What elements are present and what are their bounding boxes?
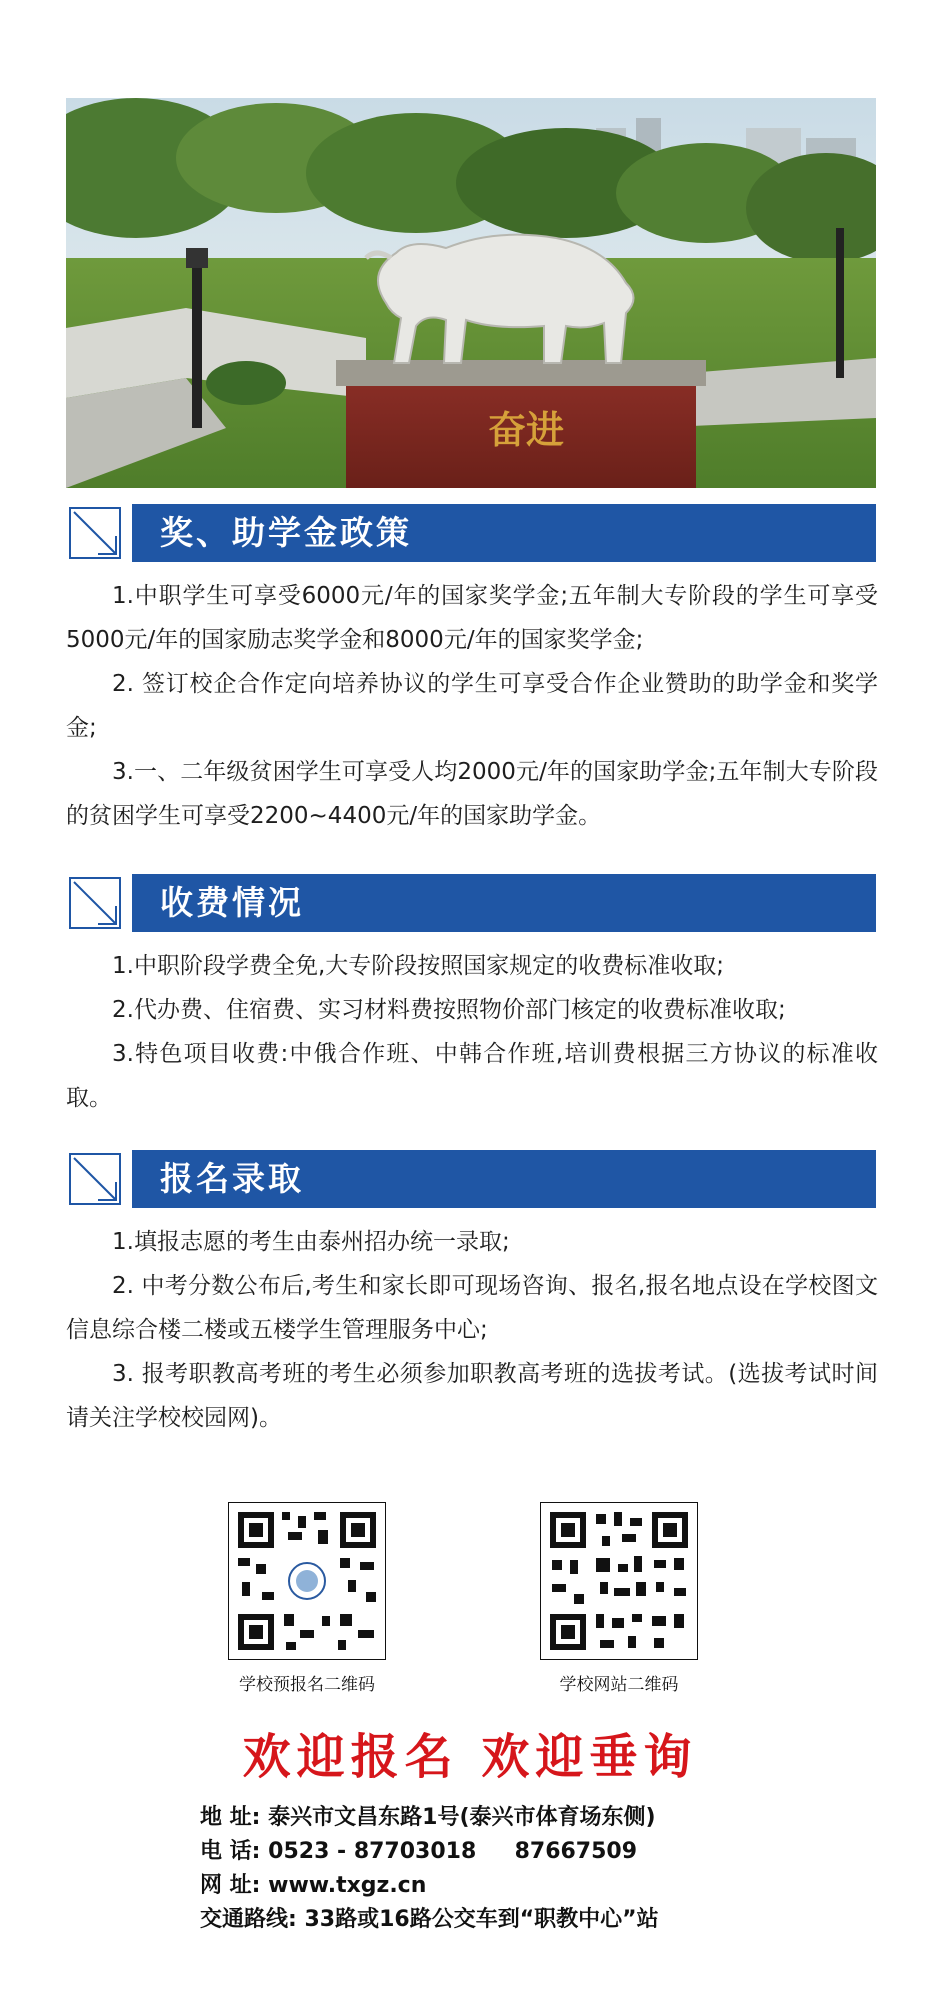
section-body-scholarship — [66, 574, 878, 838]
contact-phone — [200, 1834, 637, 1865]
paragraph: 2. 签订校企合作定向培养协议的学生可享受合作企业赞助的助学金和奖学金; — [66, 671, 878, 741]
paragraph: 3.特色项目收费:中俄合作班、中韩合作班,培训费根据三方协议的标准收取。 — [66, 1041, 878, 1111]
section-header-scholarship — [66, 504, 876, 562]
section-title: 奖、助学金政策 — [160, 513, 412, 552]
phone-label: 电 话: — [200, 1839, 261, 1864]
qr-label-website: 学校网站二维码 — [559, 1675, 679, 1695]
paragraph: 3.一、二年级贫困学生可享受人均2000元/年的国家助学金;五年制大专阶段的贫困学生可享受2200~4400元/年的国家助学金。 — [66, 759, 878, 829]
contact-website — [200, 1868, 426, 1899]
paragraph: 1.填报志愿的考生由泰州招办统一录取; — [112, 1229, 510, 1255]
route-label: 交通路线: — [200, 1907, 297, 1932]
website-qr-code[interactable] — [540, 1502, 698, 1660]
website-label: 网 址: — [200, 1873, 261, 1898]
paragraph: 1.中职学生可享受6000元/年的国家奖学金;五年制大专阶段的学生可享受5000元/年的国家励志奖学金和8000元/年的国家奖学金; — [66, 583, 878, 653]
address-value: 泰兴市文昌东路1号(泰兴市体育场东侧) — [268, 1805, 656, 1830]
website-link[interactable]: www.txgz.cn — [268, 1873, 427, 1898]
section-body-enrollment — [66, 1220, 878, 1440]
corner-arrow-icon — [66, 504, 132, 562]
phone-value: 0523 - 87703018 87667509 — [268, 1839, 638, 1864]
section-title: 收费情况 — [160, 883, 304, 922]
contact-route — [200, 1902, 659, 1933]
address-label: 地 址: — [200, 1805, 261, 1830]
paragraph: 2.代办费、住宿费、实习材料费按照物价部门核定的收费标准收取; — [112, 997, 786, 1023]
section-title: 报名录取 — [160, 1159, 304, 1198]
paragraph: 1.中职阶段学费全免,大专阶段按照国家规定的收费标准收取; — [112, 953, 725, 979]
pre-registration-qr-code[interactable] — [228, 1502, 386, 1660]
section-header-enrollment — [66, 1150, 876, 1208]
section-header-fees — [66, 874, 876, 932]
qr-label-pre-registration: 学校预报名二维码 — [239, 1675, 375, 1695]
campus-photo — [66, 98, 876, 488]
paragraph: 3. 报考职教高考班的考生必须参加职教高考班的选拔考试。(选拔考试时间请关注学校校园网)。 — [66, 1361, 878, 1431]
route-value: 33路或16路公交车到“职教中心”站 — [304, 1907, 659, 1932]
plinth-text: 奋进 — [487, 407, 565, 452]
contact-address — [200, 1800, 656, 1831]
section-body-fees — [66, 944, 878, 1120]
welcome-slogan: 欢迎报名 欢迎垂询 — [242, 1729, 698, 1785]
corner-arrow-icon — [66, 874, 132, 932]
corner-arrow-icon — [66, 1150, 132, 1208]
paragraph: 2. 中考分数公布后,考生和家长即可现场咨询、报名,报名地点设在学校图文信息综合楼二楼或五楼学生管理服务中心; — [66, 1273, 878, 1343]
